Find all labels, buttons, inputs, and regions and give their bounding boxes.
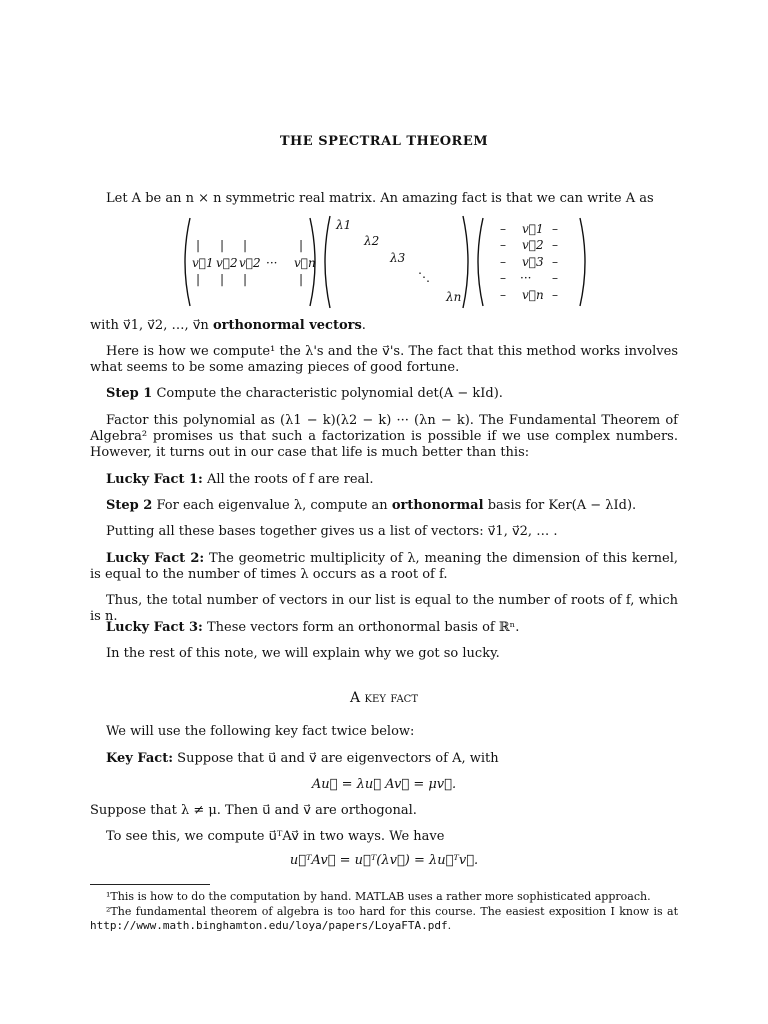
step1 (90, 386, 678, 402)
eigenvalue: λ3 (390, 251, 406, 265)
col-vector: v⃗2 (239, 256, 261, 270)
step2-label: Step 2 (106, 498, 153, 513)
col-bar: | (299, 238, 304, 252)
col-bar: | (196, 238, 201, 252)
eigenvalue: λ2 (364, 234, 380, 248)
step1-text: Compute the characteristic polynomial det(A − kId). (152, 386, 503, 401)
col-bar: | (243, 238, 248, 252)
eigenvalue: λ1 (336, 218, 352, 232)
footnote2-text: ²The fundamental theorem of algebra is too hard for this course. The easiest exposition I know is at (106, 905, 678, 918)
row-dash: – (500, 271, 506, 285)
footnote-2 (90, 905, 678, 933)
lucky2-text: The geometric multiplicity of λ, meaning the dimension of this kernel, is equal to the number of times λ occurs as a root of f. (90, 551, 679, 582)
row-vector: v⃗n (522, 288, 544, 302)
row-vector: v⃗2 (522, 238, 544, 252)
paragraph-suppose: Suppose that λ ≠ μ. Then u⃗ and v⃗ are orthogonal. (90, 803, 417, 818)
diagonal-ellipsis: ⋱ (418, 270, 430, 284)
col-bar: | (220, 272, 225, 286)
spectral-decomposition-display (180, 214, 590, 310)
col-ellipsis: ··· (266, 256, 278, 270)
row-vector: v⃗3 (522, 255, 544, 269)
row-dash: – (500, 222, 506, 236)
row-dash: – (552, 222, 558, 236)
equation-eigen: Au⃗ = λu⃗ Av⃗ = μv⃗. (311, 777, 457, 792)
step2-text-b: basis for Ker(A − λId). (483, 498, 637, 513)
col-bar: | (196, 272, 201, 286)
lucky-fact-1 (90, 472, 678, 488)
paragraph-use: We will use the following key fact twice below: (106, 724, 415, 739)
lucky3-label: Lucky Fact 3: (106, 620, 203, 635)
paragraph-putting: Putting all these bases together gives us a list of vectors: v⃗1, v⃗2, … . (106, 524, 558, 539)
col-vector: v⃗2 (216, 256, 238, 270)
with-bold: orthonormal vectors (212, 318, 362, 333)
row-dash: – (500, 255, 506, 269)
keyfact-label: Key Fact: (106, 751, 174, 766)
row-dash: – (552, 271, 558, 285)
step2-text-a: For each eigenvalue λ, compute an (152, 498, 392, 513)
row-dash: – (552, 238, 558, 252)
col-bar: | (243, 272, 248, 286)
keyfact-text: Suppose that u⃗ and v⃗ are eigenvectors of A, with (173, 751, 499, 766)
with-line (90, 318, 678, 334)
row-dash: – (500, 288, 506, 302)
row-dash: – (500, 238, 506, 252)
key-fact (90, 751, 678, 767)
step1-label: Step 1 (106, 386, 153, 401)
paragraph-here: Here is how we compute¹ the λ's and the v⃗'s. The fact that this method works involves what seems to be some amazing pieces of good fortune. (90, 344, 678, 375)
col-bar: | (220, 238, 225, 252)
col-bar: | (299, 272, 304, 286)
row-dash: – (552, 255, 558, 269)
col-vector: v⃗n (294, 256, 316, 270)
page-title: THE SPECTRAL THEOREM (279, 134, 489, 149)
col-vector: v⃗1 (192, 256, 214, 270)
paragraph-thus: Thus, the total number of vectors in our list is equal to the number of roots of f, which is n. (90, 593, 678, 624)
row-vector: v⃗1 (522, 222, 544, 236)
lucky-fact-3 (90, 620, 678, 636)
with-prefix: with v⃗1, v⃗2, …, v⃗n (90, 318, 213, 333)
paragraph-tosee: To see this, we compute u⃗ᵀAv⃗ in two ways. We have (106, 829, 445, 844)
paragraph-rest: In the rest of this note, we will explain why we got so lucky. (106, 646, 500, 661)
with-suffix: . (361, 318, 366, 333)
equation-compute: u⃗ᵀAv⃗ = u⃗ᵀ(λv⃗) = λu⃗ᵀv⃗. (289, 853, 479, 868)
lucky1-label: Lucky Fact 1: (106, 472, 203, 487)
row-ellipsis: ··· (520, 271, 532, 285)
lucky1-text: All the roots of f are real. (202, 472, 374, 487)
section-heading: A key fact (350, 690, 418, 706)
step2-bold: orthonormal (391, 498, 484, 513)
footnote-rule (90, 884, 210, 885)
row-dash: – (552, 288, 558, 302)
footnote2-link[interactable]: http://www.math.binghamton.edu/loya/papers/LoyaFTA.pdf (90, 919, 448, 932)
lucky2-label: Lucky Fact 2: (106, 551, 205, 566)
eigenvalue: λn (446, 290, 462, 304)
paragraph-factor: Factor this polynomial as (λ1 − k)(λ2 − k) ··· (λn − k). The Fundamental Theorem of Algebra² promises us that such a factorization is possible if we use complex numbers. However, it turns out in our case that life is much better than this: (90, 413, 678, 460)
footnote-1: ¹This is how to do the computation by hand. MATLAB uses a rather more sophisticated approach. (106, 890, 651, 903)
footnote2-end: . (447, 919, 452, 932)
intro-paragraph: Let A be an n × n symmetric real matrix. An amazing fact is that we can write A as (106, 191, 654, 206)
lucky3-text: These vectors form an orthonormal basis of ℝⁿ. (202, 620, 520, 635)
lucky-fact-2 (90, 551, 678, 583)
step2 (90, 498, 678, 514)
